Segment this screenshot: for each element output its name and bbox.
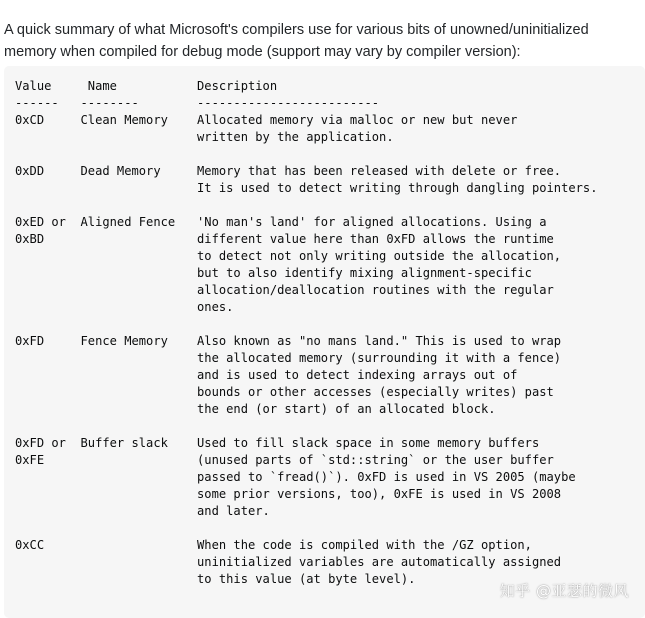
code-block — [4, 66, 645, 618]
watermark: 知乎 @亚瑟的微风 — [499, 582, 629, 600]
intro-paragraph: A quick summary of what Microsoft's compilers use for various bits of unowned/uninitialized memory when compiled for debug mode (support may vary by compiler version): — [4, 21, 589, 60]
memory-values-table: Value Name Description ------ -------- ------------------------- 0xCD Clean Memory Allocated memory via malloc or new but never written by the application. 0xDD Dead Memory Memory that has been released with delete or free. It is used to detect writing through dangling pointers. 0xED or Aligned Fence 'No man's land' for aligned allocations. Using a 0xBD different value here than 0xFD allows the runtime to detect not only writing outside the allocation, but to also identify mixing alignment-specific allocation/deallocation routines with the regular ones. 0xFD Fence Memory Also known as "no mans land." This is used to wrap the allocated memory (surrounding it with a fence) and is used to detect indexing arrays out of bounds or other accesses (especially writes) past the end (or start) of an allocated block. 0xFD or Buffer slack Used to fill slack space in some memory buffers 0xFE (unused parts of `std::string` or the user buffer passed to `fread()`). 0xFD is used in VS 2005 (maybe some prior versions, too), 0xFE is used in VS 2008 and later. 0xCC When the code is compiled with the /GZ option, uninitialized variables are automatically assigned to this value (at byte level). — [15, 79, 598, 586]
